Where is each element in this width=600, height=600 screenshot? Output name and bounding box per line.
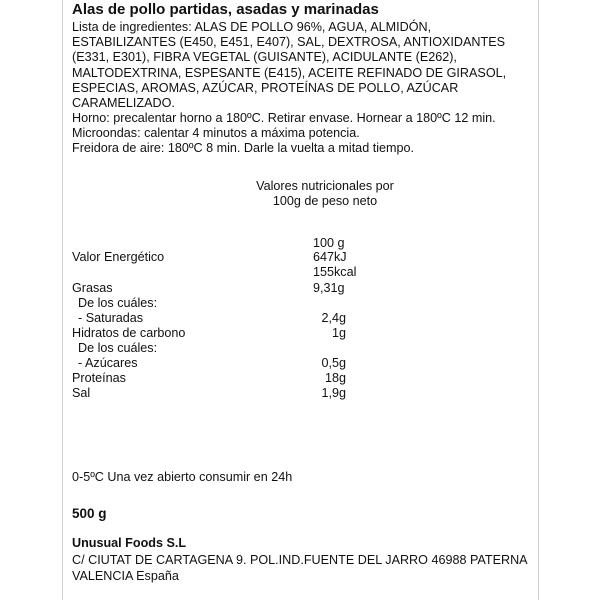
product-title: Alas de pollo partidas, asadas y marinadas <box>72 1 379 18</box>
nutrition-label-salt: Sal <box>72 386 91 400</box>
preparation-instructions <box>72 111 534 157</box>
ingredients-list: Lista de ingredientes: ALAS DE POLLO 96%, AGUA, ALMIDÓN, ESTABILIZANTES (E450, E451, E407), SAL, DEXTROSA, ANTIOXIDANTES (E331, E301), FIBRA VEGETAL (GUISANTE), ACIDULANTE (E262), MALTODEXTRINA, ESPESANTE (E415), ACEITE REFINADO DE GIRASOL, ESPECIAS, AROMAS, AZÚCAR, PROTEÍNAS DE POLLO, AZÚCAR CARAMELIZADO. <box>72 20 507 111</box>
nutrition-label-fat-of-which: De los cuáles: <box>78 296 158 310</box>
nutrition-header <box>250 179 400 209</box>
nutrition-value-sugars: 0,5g <box>321 356 346 370</box>
nutrition-value-energy-kj: 647kJ <box>313 250 347 264</box>
nutrition-value-fat: 9,31g <box>313 281 345 295</box>
company-address <box>72 552 534 584</box>
nutrition-label-carbs-of-which: De los cuáles: <box>78 341 158 355</box>
company-name: Unusual Foods S.L <box>72 536 187 550</box>
nutrition-value-carbohydrates: 1g <box>331 326 346 340</box>
oven-instruction: Horno: precalentar horno a 180ºC. Retirar envase. Hornear a 180ºC 12 min. <box>72 111 496 125</box>
address-line2: VALENCIA España <box>72 569 179 583</box>
air-fryer-instruction: Freidora de aire: 180ºC 8 min. Darle la vuelta a mitad tiempo. <box>72 141 414 156</box>
nutrition-value-salt: 1,9g <box>321 386 346 400</box>
address-line1: C/ CIUTAT DE CARTAGENA 9. POL.IND.FUENTE DEL JARRO 46988 PATERNA <box>72 553 528 567</box>
nutrition-header-line2: 100g de peso neto <box>272 194 378 209</box>
nutrition-label-sugars: - Azúcares <box>78 356 138 370</box>
nutrition-label-energy: Valor Energético <box>72 250 165 264</box>
storage-instructions: 0-5ºC Una vez abierto consumir en 24h <box>72 470 293 484</box>
nutrition-label-protein: Proteínas <box>72 371 126 385</box>
net-weight: 500 g <box>72 506 107 521</box>
nutrition-label-carbohydrates: Hidratos de carbono <box>72 326 186 340</box>
nutrition-column-header: 100 g <box>313 236 345 250</box>
nutrition-header-line1: Valores nutricionales por <box>256 179 394 193</box>
nutrition-label-fat: Grasas <box>72 281 113 295</box>
nutrition-label-saturated: - Saturadas <box>78 311 144 325</box>
microwave-instruction: Microondas: calentar 4 minutos a máxima potencia. <box>72 126 360 141</box>
nutrition-value-saturated: 2,4g <box>321 311 346 325</box>
nutrition-value-energy-kcal: 155kcal <box>313 265 357 279</box>
nutrition-value-protein: 18g <box>324 371 346 385</box>
